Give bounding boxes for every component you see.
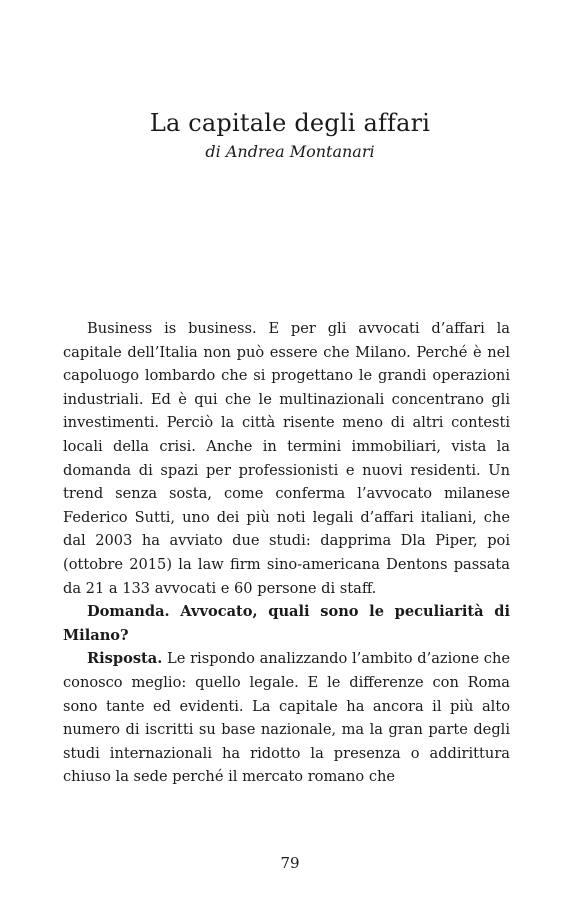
answer-text: Le rispondo analizzando l’ambito d’azione che conosco meglio: quello legale. E le differenze con Roma sono tante ed evidenti. La capitale ha ancora il più alto numero di iscritti su base nazionale, ma la gran parte degli studi internazionali ha ridotto la presenza o addirittura chiuso la sede perché il mercato romano che xyxy=(63,650,510,786)
chapter-author: di Andrea Montanari xyxy=(205,142,375,161)
page-number: 79 xyxy=(280,854,300,872)
interview-answer xyxy=(63,647,510,789)
chapter-title: La capitale degli affari xyxy=(149,109,431,137)
intro-paragraph: Business is business. E per gli avvocati d’affari la capitale dell’Italia non può essere che Milano. Perché è nel capoluogo lombardo che si progettano le grandi operazioni industriali. Ed è qui che le multinazionali concentrano gli investimenti. Perciò la città risente meno di altri contesti locali della crisi. Anche in termini immobiliari, vista la domanda di spazi per professionisti e nuovi residenti. Un trend senza sosta, come conferma l’avvocato milanese Federico Sutti, uno dei più noti legali d’affari italiani, che dal 2003 ha avviato due studi: dapprima Dla Piper, poi (ottobre 2015) la law firm sino-americana Dentons passata da 21 a 133 avvocati e 60 persone di staff. xyxy=(63,320,510,597)
article-body xyxy=(63,317,510,789)
answer-label: Risposta. xyxy=(87,650,163,668)
interview-question: Domanda. Avvocato, quali sono le peculiarità di Milano? xyxy=(63,603,510,644)
